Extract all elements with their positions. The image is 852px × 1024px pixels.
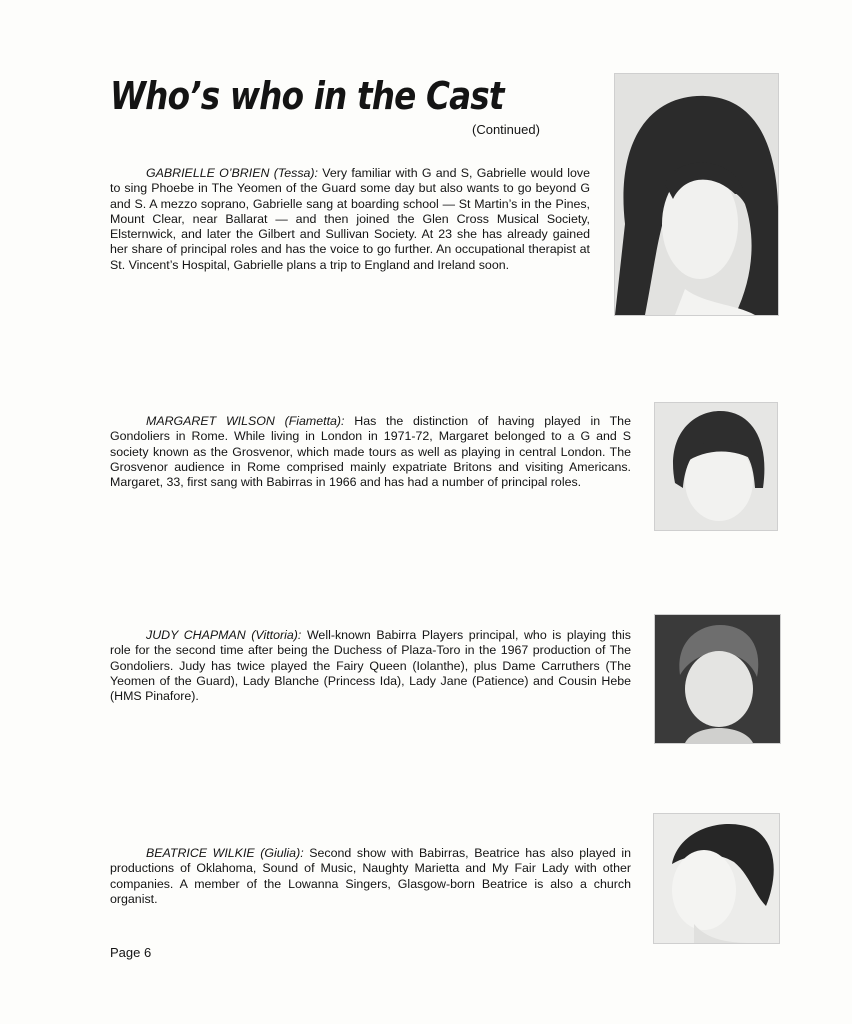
- cast-bio-margaret: [110, 414, 631, 490]
- cast-bio-gabrielle: [110, 166, 590, 273]
- cast-bio-beatrice: [110, 846, 631, 907]
- cast-description: Well-known Babirra Players principal, who is playing this role for the second time after being the Duchess of Plaza-Toro in the 1967 production of The Gondoliers. Judy has twice played the Fairy Queen (Iolanthe), plus Dame Carruthers (The Yeomen of the Guard), Lady Blanche (Princess Ida), Lady Jane (Patience) and Cousin Hebe (HMS Pinafore).: [110, 628, 631, 704]
- page-number: Page 6: [110, 945, 152, 960]
- portrait-photo-judy: [654, 614, 781, 744]
- cast-name: JUDY CHAPMAN (Vittoria):: [146, 628, 302, 642]
- portrait-photo-gabrielle: [614, 73, 779, 316]
- cast-description: Has the distinction of having played in The Gondoliers in Rome. While living in London in 1971-72, Margaret belonged to a G and S society known as the Grosvenor, which made tours as well as playing in central London. The Grosvenor audience in Rome comprised mainly expatriate Britons and visiting Americans. Margaret, 33, first sang with Babirras in 1966 and has had a number of principal roles.: [110, 414, 631, 490]
- cast-description: Second show with Babirras, Beatrice has also played in productions of Oklahoma, Sound of Music, Naughty Marietta and My Fair Lady with other companies. A member of the Lowanna Singers, Glasgow-born Beatrice is also a church organist.: [110, 846, 631, 906]
- cast-name: MARGARET WILSON (Fiametta):: [146, 414, 345, 428]
- cast-name: GABRIELLE O’BRIEN (Tessa):: [146, 166, 318, 180]
- portrait-photo-margaret: [654, 402, 778, 531]
- page-title: Who’s who in the Cast: [110, 74, 504, 118]
- cast-description: Very familiar with G and S, Gabrielle would love to sing Phoebe in The Yeomen of the Guard some day but also wants to go beyond G and S. A mezzo soprano, Gabrielle sang at boarding school — St Martin’s in the Pines, Mount Clear, near Ballarat — and then joined the Glen Cross Musical Society, Elsternwick, and later the Gilbert and Sullivan Society. At 23 she has already gained her share of principal roles and has the voice to go further. An occupational therapist at St. Vincent’s Hospital, Gabrielle plans a trip to England and Ireland soon.: [110, 166, 590, 272]
- cast-name: BEATRICE WILKIE (Giulia):: [146, 846, 304, 860]
- portrait-photo-beatrice: [653, 813, 780, 944]
- cast-bio-judy: [110, 628, 631, 704]
- continued-label: (Continued): [472, 122, 540, 137]
